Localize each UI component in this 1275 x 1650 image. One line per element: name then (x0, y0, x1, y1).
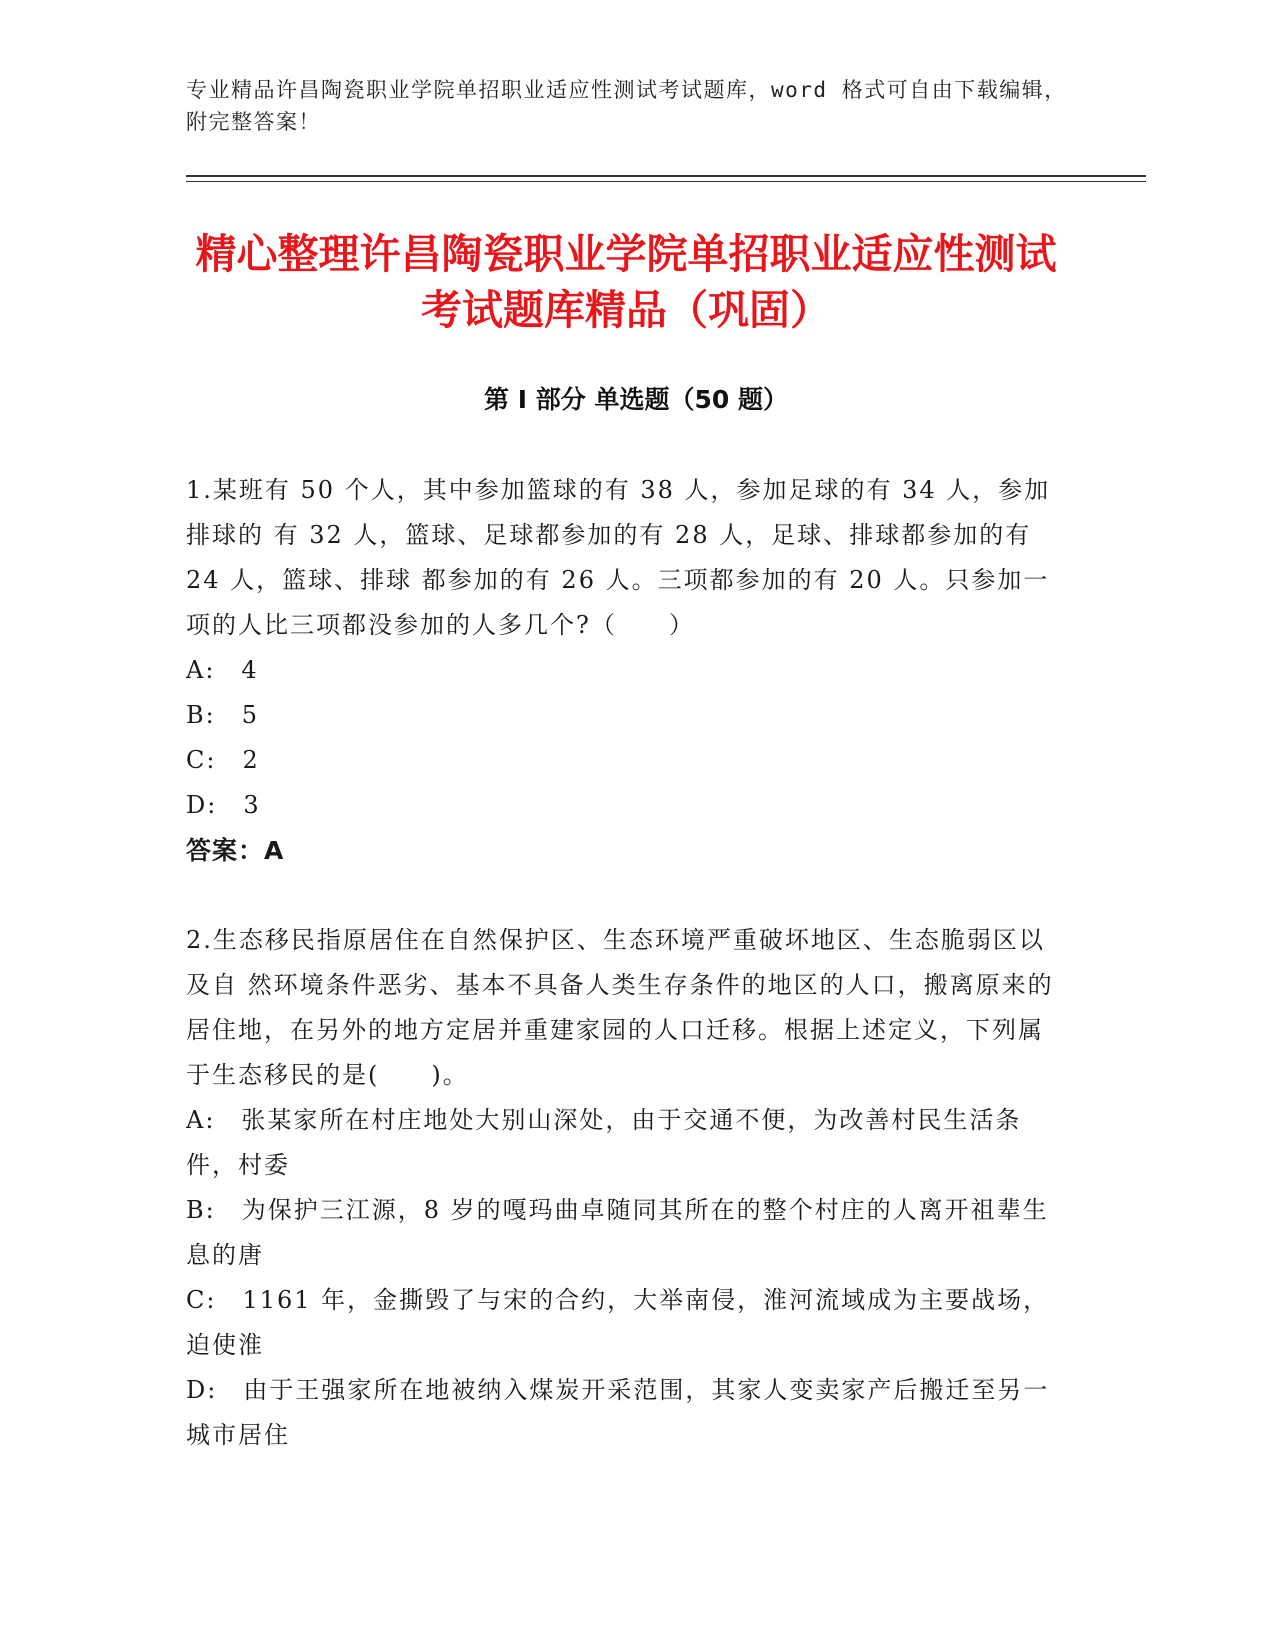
header-note: 专业精品许昌陶瓷职业学院单招职业适应性测试考试题库，word 格式可自由下载编辑，附完整答案！ (186, 78, 1067, 134)
option-a: A: 张某家所在村庄地处大别山深处，由于交通不便，为改善村民生活条件，村委 (186, 1106, 1022, 1179)
option-a: A: 4 (186, 656, 259, 684)
question-stem: 1.某班有 50 个人，其中参加篮球的有 38 人，参加足球的有 34 人，参加排球的 有 32 人，篮球、足球都参加的有 28 人，足球、排球都参加的有 24 人，篮球、排球 都参加的有 26 人。三项都参加的有 20 人。只参加一项的人比三项都没参加的人多几个?（ ） (186, 476, 1051, 639)
header-divider (186, 175, 1146, 177)
question-1 (186, 468, 1066, 873)
option-b: B: 为保护三江源，8 岁的嘎玛曲卓随同其所在的整个村庄的人离开祖辈生息的唐 (186, 1196, 1049, 1269)
document-title: 精心整理许昌陶瓷职业学院单招职业适应性测试考试题库精品（巩固） (195, 230, 1057, 334)
answer-line: 答案：A (186, 836, 285, 865)
header-divider-thin (186, 181, 1146, 182)
section-heading: 第 I 部分 单选题（50 题） (484, 385, 788, 414)
option-d: D: 3 (186, 791, 261, 819)
question-2 (186, 918, 1066, 1458)
option-b: B: 5 (186, 701, 259, 729)
option-c: C: 2 (186, 746, 260, 774)
option-d: D: 由于王强家所在地被纳入煤炭开采范围，其家人变卖家产后搬迁至另一城市居住 (186, 1376, 1050, 1449)
option-c: C: 1161 年，金撕毁了与宋的合约，大举南侵，淮河流域成为主要战场，迫使淮 (186, 1286, 1050, 1359)
question-stem: 2.生态移民指原居住在自然保护区、生态环境严重破坏地区、生态脆弱区以及自 然环境条件恶劣、基本不具备人类生存条件的地区的人口，搬离原来的居住地，在另外的地方定居并重建家园的人口迁移。根据上述定义，下列属于生态移民的是( )。 (186, 926, 1054, 1089)
